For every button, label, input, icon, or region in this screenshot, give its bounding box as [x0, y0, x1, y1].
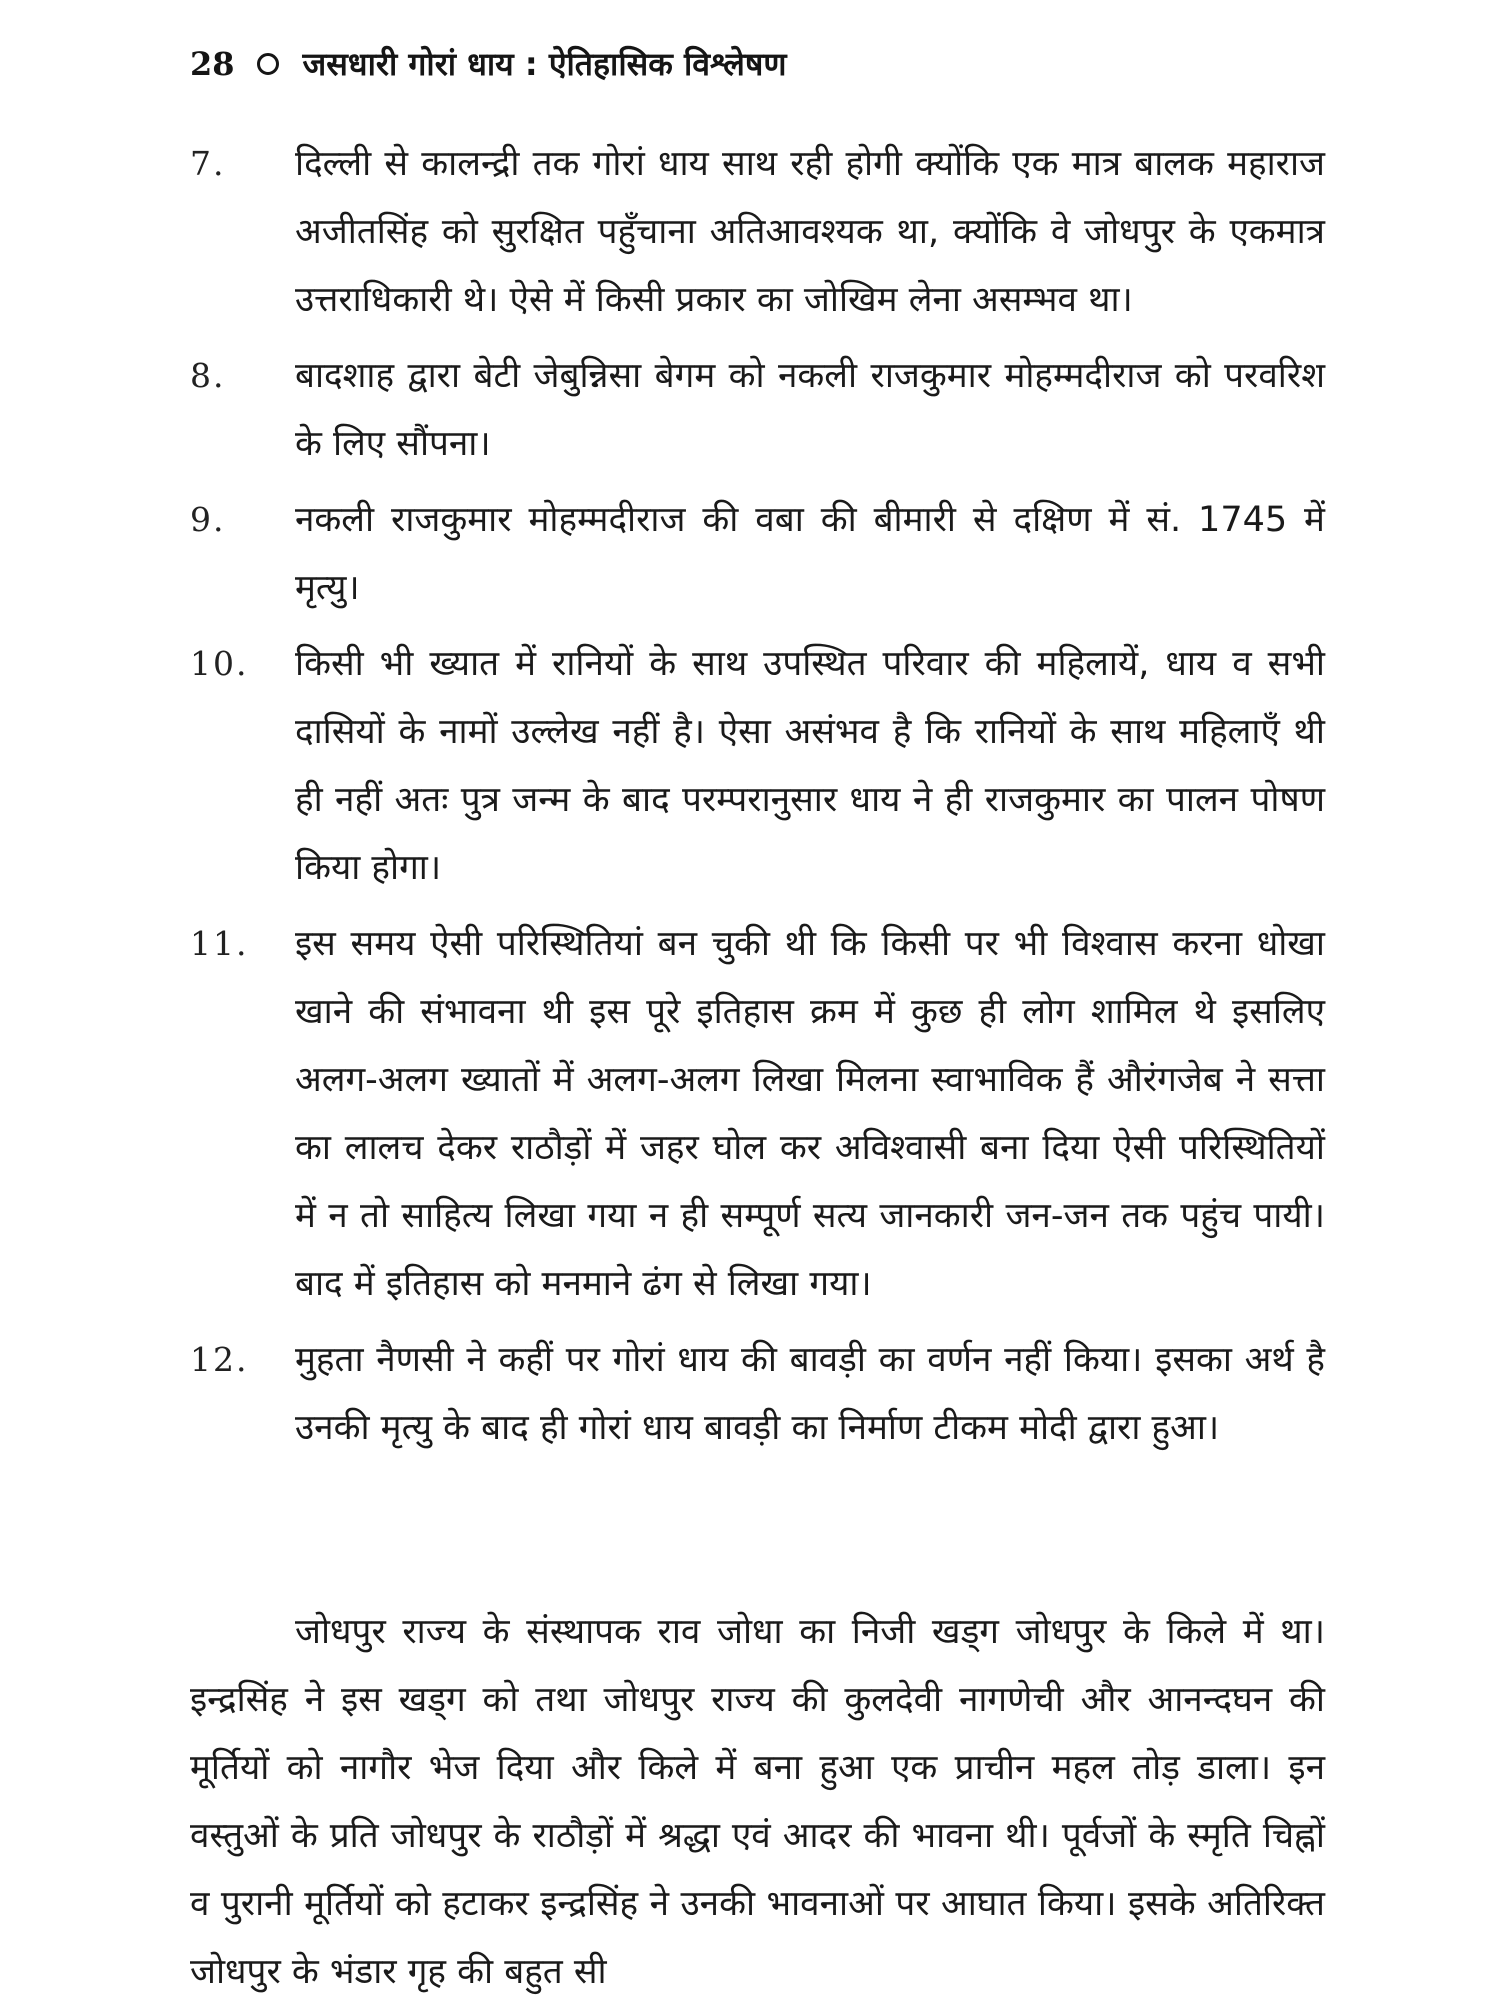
list-item-number: 8.	[190, 356, 226, 395]
list-item-text: बादशाह द्वारा बेटी जेबुन्निसा बेगम को नकली राजकुमार मोहम्मदीराज को परवरिश के लिए सौंपना।	[295, 356, 1325, 464]
body-paragraph: जोधपुर राज्य के संस्थापक राव जोधा का निजी खड्ग जोधपुर के किले में था। इन्द्रसिंह ने इस खड्ग को तथा जोधपुर राज्य की कुलदेवी नागणेची और आनन्दघन की मूर्तियों को नागौर भेज दिया और किले में बना हुआ एक प्राचीन महल तोड़ डाला। इन वस्तुओं के प्रति जोधपुर के राठौड़ों में श्रद्धा एवं आदर की भावना थी। पूर्वजों के स्मृति चिह्नों व पुरानी मूर्तियों को हटाकर इन्द्रसिंह ने उनकी भावनाओं पर आघात किया। इसके अतिरिक्त जोधपुर के भंडार गृह की बहुत सी	[190, 1612, 1326, 1992]
list-item	[190, 130, 1325, 334]
list-item-text: दिल्ली से कालन्द्री तक गोरां धाय साथ रही होगी क्योंकि एक मात्र बालक महाराज अजीतसिंह को सुरक्षित पहुँचाना अतिआवश्यक था, क्योंकि वे जोधपुर के एकमात्र उत्तराधिकारी थे। ऐसे में किसी प्रकार का जोखिम लेना असम्भव था।	[295, 144, 1325, 320]
circle-separator-icon	[257, 53, 279, 75]
running-title: जसधारी गोरां धाय : ऐतिहासिक विश्लेषण	[302, 45, 787, 83]
list-item-number: 9.	[190, 500, 226, 539]
list-item-text: किसी भी ख्यात में रानियों के साथ उपस्थित परिवार की महिलायें, धाय व सभी दासियों के नामों उल्लेख नहीं है। ऐसा असंभव है कि रानियों के साथ महिलाएँ थी ही नहीं अतः पुत्र जन्म के बाद परम्परानुसार धाय ने ही राजकुमार का पालन पोषण किया होगा।	[295, 644, 1325, 888]
list-item-number: 7.	[190, 144, 226, 183]
list-item	[190, 1326, 1325, 1462]
list-item-number: 10.	[190, 644, 249, 683]
list-item-text: नकली राजकुमार मोहम्मदीराज की वबा की बीमारी से दक्षिण में सं. 1745 में मृत्यु।	[295, 500, 1325, 608]
numbered-list	[190, 130, 1325, 1470]
list-item-text: इस समय ऐसी परिस्थितियां बन चुकी थी कि किसी पर भी विश्वास करना धोखा खाने की संभावना थी इस पूरे इतिहास क्रम में कुछ ही लोग शामिल थे इसलिए अलग-अलग ख्यातों में अलग-अलग लिखा मिलना स्वाभाविक हैं औरंगजेब ने सत्ता का लालच देकर राठौड़ों में जहर घोल कर अविश्वासी बना दिया ऐसी परिस्थितियों में न तो साहित्य लिखा गया न ही सम्पूर्ण सत्य जानकारी जन-जन तक पहुंच पायी। बाद में इतिहास को मनमाने ढंग से लिखा गया।	[295, 924, 1325, 1304]
list-item-number: 11.	[190, 924, 249, 963]
list-item-number: 12.	[190, 1340, 249, 1379]
running-header	[190, 42, 787, 85]
list-item	[190, 486, 1325, 622]
list-item	[190, 630, 1325, 902]
list-item	[190, 910, 1325, 1318]
list-item-text: मुहता नैणसी ने कहीं पर गोरां धाय की बावड़ी का वर्णन नहीं किया। इसका अर्थ है उनकी मृत्यु के बाद ही गोरां धाय बावड़ी का निर्माण टीकम मोदी द्वारा हुआ।	[295, 1340, 1325, 1448]
page-number: 28	[190, 44, 235, 83]
list-item	[190, 342, 1325, 478]
